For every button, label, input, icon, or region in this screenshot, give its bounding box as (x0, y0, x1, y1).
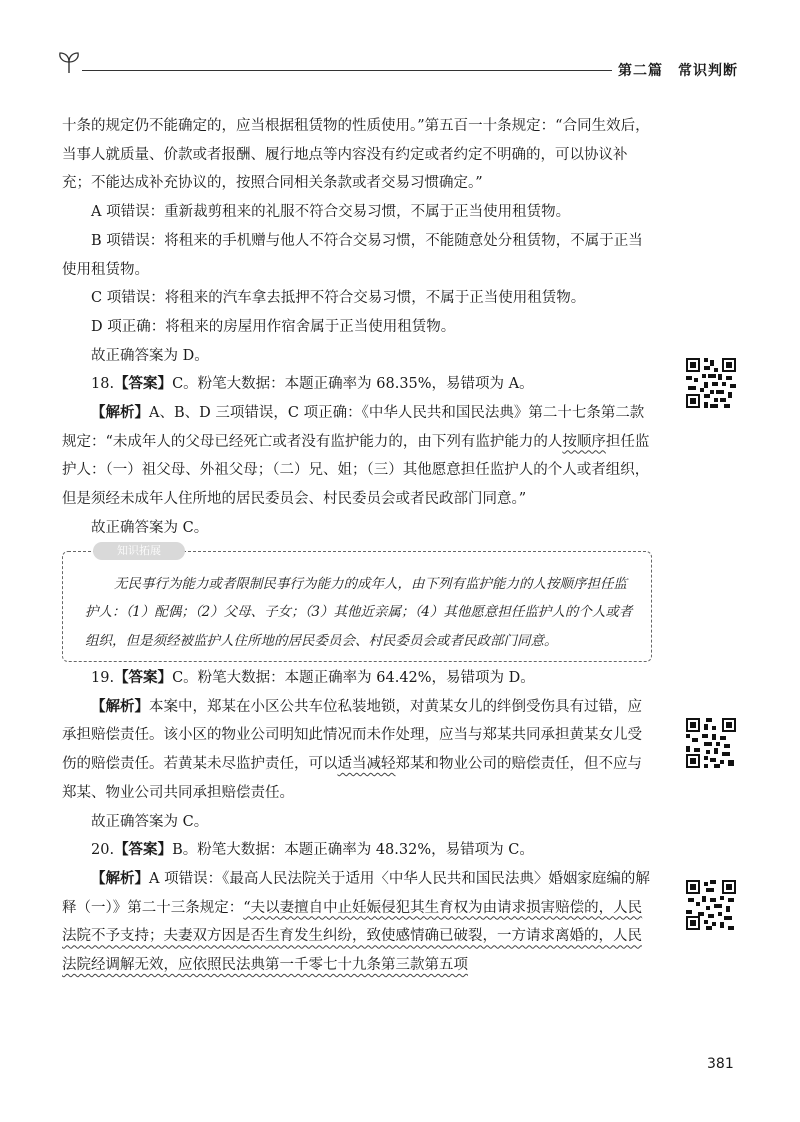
answer-text: B。粉笔大数据：本题正确率为 48.32%，易错项为 C。 (172, 842, 534, 859)
analysis-label: 【解析】 (91, 697, 149, 715)
analysis-label: 【解析】 (91, 404, 149, 422)
analysis-text-rest: 郑某和物业公司的赔偿责任，但不应与郑某、物业公司共同承担赔偿责任。 (62, 756, 642, 801)
paragraph: D 项正确：将租来的房屋用作宿舍属于正当使用租赁物。 (91, 318, 456, 335)
paragraph: A 项错误：重新裁剪租来的礼服不符合交易习惯，不属于正当使用租赁物。 (91, 204, 571, 221)
page-number: 381 (707, 1056, 734, 1072)
paragraph: C 项错误：将租来的汽车拿去抵押不符合交易习惯，不属于正当使用租赁物。 (91, 290, 586, 307)
emphasis-text: 按顺序 (562, 433, 606, 450)
header-rule (82, 70, 612, 71)
question-number: 20. (91, 842, 115, 859)
note-tag: 知识拓展 (93, 542, 185, 560)
q18-analysis (62, 399, 652, 514)
note-text: 无民事行为能力或者限制民事行为能力的成年人，由下列有监护能力的人按顺序担任监护人：（1）配偶；（2）父母、子女；（3）其他近亲属；（4）其他愿意担任监护人的个人或者组织，但是须经被监护人住所地的居民委员会、村民委员会或者民政部门同意。 (85, 575, 633, 649)
paragraph: 故正确答案为 D。 (91, 347, 209, 364)
analysis-text: A、B、D 三项错误，C 项正确：《中华人民共和国民法典》第二十七条第二款规定：“未成年人的父母已经死亡或者没有监护能力的，由下列有监护能力的人 (62, 405, 645, 450)
q20-answer (62, 836, 652, 865)
answer-label: 【答案】 (114, 841, 173, 859)
q19-conclusion: 故正确答案为 C。 (91, 813, 209, 830)
paragraph: 十条的规定仍不能确定的，应当根据租赁物的性质使用。”第五百一十条规定：“合同生效后，当事人就质量、价款或者报酬、履行地点等内容没有约定或者约定不明确的，可以协议补充；不能达成补充协议的，按照合同相关条款或者交易习惯确定。” (62, 118, 650, 192)
answer-label: 【答案】 (114, 375, 173, 393)
q18-answer (62, 370, 652, 399)
q20-analysis (62, 865, 652, 980)
qr-code-icon[interactable] (686, 880, 736, 930)
sprout-icon (56, 50, 82, 74)
q18-conclusion: 故正确答案为 C。 (91, 519, 209, 536)
page-content (62, 112, 652, 980)
knowledge-note-box (62, 543, 652, 663)
q19-answer (62, 664, 652, 693)
emphasis-text: “夫以妻擅自中止妊娠侵犯其生育权为由请求损害赔偿的，人民法院不予支持；夫妻双方因是否生育发生纠纷，致使感情确已破裂，一方请求离婚的，人民法院经调解无效，应依照民法典第一千零七十九条第三款第五项 (62, 899, 643, 974)
analysis-text: 本案中，郑某在小区公共车位私装地锁，对黄某女儿的绊倒受伤具有过错，应承担赔偿责任。该小区的物业公司明知此情况而未作处理，应当与郑某共同承担黄某女儿受伤的赔偿责任。若黄某未尽监护责任，可以 (62, 698, 642, 773)
answer-label: 【答案】 (114, 669, 173, 687)
section-title: 第二篇 常识判断 (618, 63, 738, 79)
qr-code-icon[interactable] (686, 718, 736, 768)
answer-text: C。粉笔大数据：本题正确率为 64.42%，易错项为 D。 (172, 670, 535, 687)
question-number: 18. (91, 376, 115, 393)
qr-code-icon[interactable] (686, 358, 736, 408)
analysis-label: 【解析】 (91, 869, 149, 887)
analysis-text-rest: 担任监护人：（一）祖父母、外祖父母；（二）兄、姐；（三）其他愿意担任监护人的个人或者组织，但是须经未成年人住所地的居民委员会、村民委员会或者民政部门同意。” (62, 433, 650, 508)
paragraph: B 项错误：将租来的手机赠与他人不符合交易习惯，不能随意处分租赁物，不属于正当使用租赁物。 (62, 232, 643, 278)
q19-analysis (62, 693, 652, 808)
emphasis-text: 适当减轻 (337, 756, 396, 773)
answer-text: C。粉笔大数据：本题正确率为 68.35%，易错项为 A。 (172, 376, 534, 393)
analysis-text: A 项错误：《最高人民法院关于适用〈中华人民共和国民法典〉婚姻家庭编的解释（一）》第二十三条规定： (62, 870, 650, 916)
question-number: 19. (91, 670, 115, 687)
